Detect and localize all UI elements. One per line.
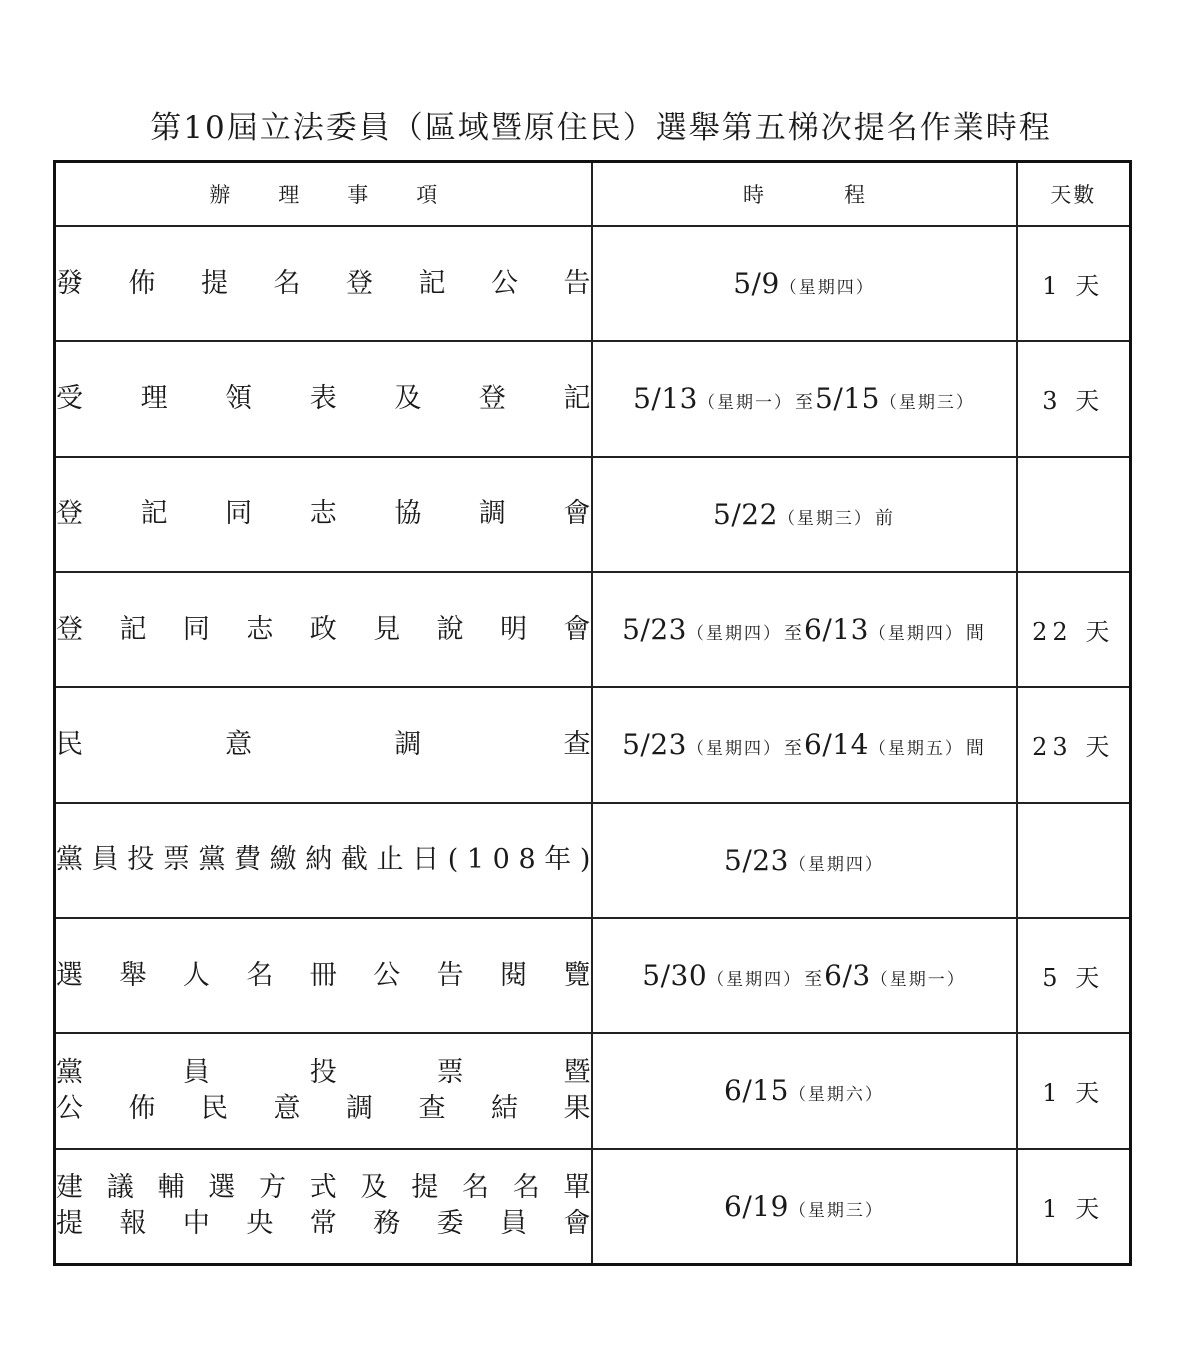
- table-row: [55, 341, 1131, 456]
- range-separator: 至: [784, 738, 802, 760]
- item-cell: [55, 1149, 592, 1265]
- days-cell: 1 天: [1017, 1149, 1131, 1265]
- table-row: [55, 1033, 1131, 1148]
- start-weekday: （星期三）: [788, 1200, 884, 1221]
- days-cell: 1 天: [1017, 1033, 1131, 1148]
- end-date: 6/3: [824, 959, 871, 993]
- time-cell: [592, 226, 1017, 341]
- item-text: 選 舉 人 名 冊 公 告 閱 覽: [56, 959, 591, 991]
- days-cell: 3 天: [1017, 341, 1131, 456]
- time-suffix: 前: [874, 507, 893, 529]
- item-cell: [55, 918, 592, 1033]
- end-date: 6/14: [804, 728, 869, 762]
- start-date: 5/23: [622, 728, 687, 762]
- item-text: 黨 員 投 票 暨: [56, 1056, 591, 1088]
- start-weekday: （星期三）: [777, 508, 873, 529]
- days-cell: [1017, 457, 1131, 572]
- start-date: 5/13: [633, 382, 698, 416]
- table-row: [55, 687, 1131, 802]
- item-text: 提 報 中 央 常 務 委 員 會: [56, 1208, 591, 1240]
- header-time: 時程: [592, 162, 1017, 227]
- time-cell: [592, 687, 1017, 802]
- start-weekday: （星期六）: [788, 1085, 884, 1106]
- start-date: 6/15: [724, 1074, 789, 1108]
- start-weekday: （星期一）: [698, 393, 793, 414]
- end-date: 5/15: [815, 382, 880, 416]
- table-header-row: [55, 162, 1131, 227]
- days-cell: 23 天: [1017, 687, 1131, 802]
- start-date: 5/22: [713, 497, 778, 531]
- item-text: 發 佈 提 名 登 記 公 告: [56, 267, 591, 299]
- start-date: 5/9: [733, 267, 780, 301]
- range-separator: 至: [804, 969, 823, 991]
- start-weekday: （星期四）: [687, 624, 782, 645]
- end-weekday: （星期三）: [879, 393, 975, 414]
- item-cell: [55, 1033, 592, 1148]
- item-cell: [55, 803, 592, 918]
- header-days: 天數: [1017, 162, 1131, 227]
- days-cell: 1 天: [1017, 226, 1131, 341]
- item-text: 民 意 調 查: [56, 728, 591, 760]
- start-weekday: （星期四）: [687, 739, 782, 760]
- end-weekday: （星期四）: [868, 624, 964, 645]
- start-weekday: （星期四）: [788, 854, 884, 875]
- item-text: 受 理 領 表 及 登 記: [56, 382, 591, 414]
- start-weekday: （星期四）: [779, 278, 875, 299]
- end-weekday: （星期一）: [870, 970, 966, 991]
- days-cell: 5 天: [1017, 918, 1131, 1033]
- schedule-table: [53, 160, 1132, 1266]
- table-row: [55, 918, 1131, 1033]
- item-text: 公 佈 民 意 調 查 結 果: [56, 1092, 591, 1124]
- table-row: [55, 1149, 1131, 1265]
- table-row: [55, 572, 1131, 687]
- item-cell: [55, 226, 592, 341]
- time-cell: [592, 341, 1017, 456]
- time-cell: [592, 918, 1017, 1033]
- time-suffix: 間: [965, 738, 984, 760]
- time-cell: [592, 457, 1017, 572]
- time-suffix: 間: [965, 623, 984, 645]
- item-text: 登 記 同 志 協 調 會: [56, 498, 591, 530]
- start-date: 5/23: [724, 843, 789, 877]
- header-item: 辦理事項: [55, 162, 592, 227]
- start-weekday: （星期四）: [707, 970, 803, 991]
- item-text: 登 記 同 志 政 見 說 明 會: [56, 613, 591, 645]
- start-date: 5/23: [622, 613, 687, 647]
- end-date: 6/13: [804, 613, 869, 647]
- time-cell: [592, 1149, 1017, 1265]
- table-row: [55, 226, 1131, 341]
- end-weekday: （星期五）: [868, 739, 964, 760]
- item-cell: [55, 341, 592, 456]
- item-text: 黨 員 投 票 黨 費 繳 納 截 止 日 ( 1 0 8 年 ): [56, 844, 591, 876]
- start-date: 6/19: [724, 1189, 789, 1223]
- range-separator: 至: [795, 392, 813, 414]
- item-cell: [55, 572, 592, 687]
- item-cell: [55, 687, 592, 802]
- page-title: 第10屆立法委員（區域暨原住民）選舉第五梯次提名作業時程: [150, 110, 1052, 146]
- table-row: [55, 803, 1131, 918]
- time-cell: [592, 1033, 1017, 1148]
- item-cell: [55, 457, 592, 572]
- days-cell: [1017, 803, 1131, 918]
- table-row: [55, 457, 1131, 572]
- time-cell: [592, 572, 1017, 687]
- item-text: 建 議 輔 選 方 式 及 提 名 名 單: [56, 1172, 591, 1204]
- range-separator: 至: [784, 623, 802, 645]
- start-date: 5/30: [642, 959, 708, 993]
- days-cell: 22 天: [1017, 572, 1131, 687]
- time-cell: [592, 803, 1017, 918]
